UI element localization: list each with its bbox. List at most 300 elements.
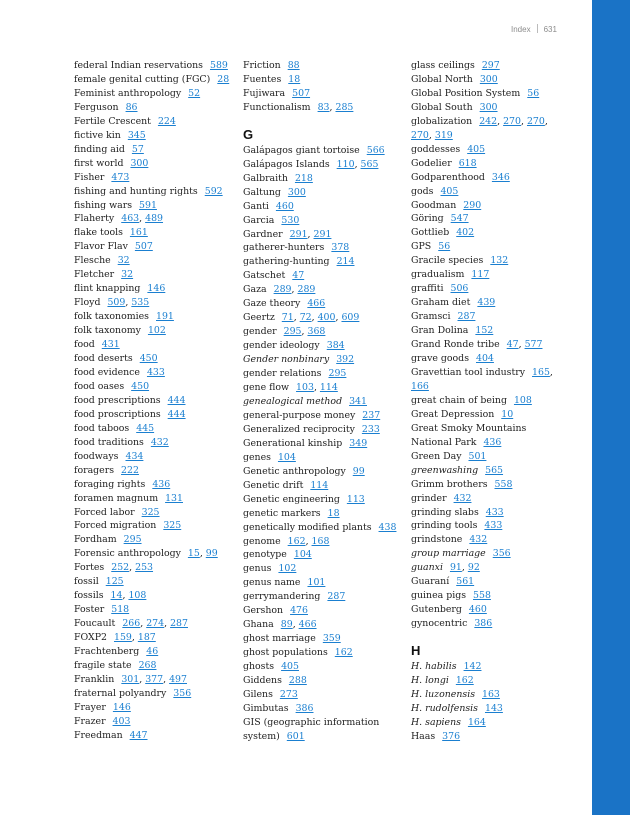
index-entry xyxy=(74,394,234,408)
page-references xyxy=(142,507,160,518)
page-link[interactable]: 518 xyxy=(111,604,130,616)
page-link[interactable]: 146 xyxy=(147,283,166,295)
page-link[interactable]: 405 xyxy=(281,661,299,673)
index-term: Gutenberg xyxy=(411,604,462,616)
page-link[interactable]: 345 xyxy=(127,129,146,141)
index-term: H. longi xyxy=(411,675,449,687)
page-link[interactable]: 300 xyxy=(479,101,498,113)
page-references xyxy=(331,242,349,253)
page-link[interactable]: 18 xyxy=(327,507,340,519)
page-link[interactable]: 108 xyxy=(513,394,532,406)
page-link[interactable]: 384 xyxy=(326,340,345,352)
index-entry xyxy=(74,687,234,701)
index-term: fishing wars xyxy=(74,199,133,211)
index-term: flake tools xyxy=(74,227,123,239)
index-term: ghost populations xyxy=(243,647,328,659)
page-link[interactable]: 163 xyxy=(482,688,500,700)
page-link[interactable]: 402 xyxy=(456,227,475,239)
index-entry xyxy=(243,172,403,186)
page-references xyxy=(168,395,186,406)
page-link[interactable]: 460 xyxy=(468,604,487,616)
index-entry xyxy=(243,311,403,325)
page-references xyxy=(296,703,314,714)
page-link[interactable]: 436 xyxy=(483,436,502,448)
index-term: grave goods xyxy=(411,353,469,365)
index-entry xyxy=(411,268,561,282)
page-link[interactable]: 290 xyxy=(463,199,482,211)
page-link[interactable]: 295 xyxy=(283,326,302,338)
page-link[interactable]: 359 xyxy=(322,633,341,645)
page-link[interactable]: 295 xyxy=(328,368,347,380)
page-references xyxy=(131,381,149,392)
index-term: Forced labor xyxy=(74,506,135,518)
page-link[interactable]: 222 xyxy=(121,464,139,476)
page-references: 165, 166 xyxy=(411,366,553,392)
page-link[interactable]: 589 xyxy=(209,60,228,71)
page-link[interactable]: 15 xyxy=(187,548,200,560)
page-link[interactable]: 501 xyxy=(468,450,487,462)
page-link[interactable]: 444 xyxy=(167,394,186,406)
page-link[interactable]: 57 xyxy=(131,143,144,155)
page-link[interactable]: 270 xyxy=(503,115,521,127)
page-link[interactable]: 10 xyxy=(501,408,514,420)
page-link[interactable]: 287 xyxy=(170,618,188,630)
page-references xyxy=(290,605,308,616)
page-link[interactable]: 253 xyxy=(135,562,154,574)
page-link[interactable]: 433 xyxy=(146,366,165,378)
page-references xyxy=(151,437,169,448)
page-link[interactable]: 404 xyxy=(476,353,494,365)
page-link[interactable]: 274 xyxy=(146,618,165,630)
page-references xyxy=(124,534,142,545)
index-term: gynocentric xyxy=(411,618,468,630)
page-link[interactable]: 565 xyxy=(485,464,504,476)
page-link[interactable]: 166 xyxy=(411,380,429,392)
page-link[interactable]: 47 xyxy=(292,270,305,282)
index-entry xyxy=(74,533,234,547)
page-link[interactable]: 341 xyxy=(349,395,367,407)
page-link[interactable]: 566 xyxy=(366,144,385,156)
page-link[interactable]: 108 xyxy=(128,590,147,602)
index-entry xyxy=(243,632,403,646)
page-references xyxy=(469,604,487,615)
page-link[interactable]: 288 xyxy=(288,675,307,687)
index-entry xyxy=(411,324,561,338)
index-entry xyxy=(243,688,403,702)
page-link[interactable]: 609 xyxy=(341,312,360,324)
page-link[interactable]: 218 xyxy=(294,172,313,184)
page-link[interactable]: 565 xyxy=(360,158,379,170)
index-entry xyxy=(243,59,403,73)
page-references xyxy=(188,88,200,99)
index-entry xyxy=(74,492,234,506)
index-entry xyxy=(411,603,561,617)
page-link[interactable]: 110 xyxy=(336,158,355,170)
page-link[interactable]: 14 xyxy=(110,590,123,602)
index-entry xyxy=(74,115,234,129)
index-entry xyxy=(74,506,234,520)
page-link[interactable]: 287 xyxy=(327,591,346,603)
page-link[interactable]: 191 xyxy=(156,311,174,323)
page-link[interactable]: 47 xyxy=(506,339,519,351)
page-link[interactable]: 489 xyxy=(145,213,164,225)
index-term: H. rudolfensis xyxy=(411,702,478,714)
page-link[interactable]: 319 xyxy=(434,129,453,141)
page-link[interactable]: 125 xyxy=(105,576,124,588)
index-entry xyxy=(243,521,403,535)
index-term: Great Smoky Mountains National Park xyxy=(411,422,527,448)
page-link[interactable]: 270 xyxy=(411,129,429,141)
page-link[interactable]: 162 xyxy=(455,675,474,687)
index-term: Gran Dolina xyxy=(411,325,469,337)
index-entry xyxy=(243,465,403,479)
page-references xyxy=(289,675,307,686)
index-term: Geertz xyxy=(243,312,275,324)
page-link[interactable]: 142 xyxy=(463,661,482,673)
index-entry xyxy=(411,143,561,157)
page-link[interactable]: 301 xyxy=(121,673,140,685)
index-entry xyxy=(243,451,403,465)
page-link[interactable]: 325 xyxy=(141,506,160,518)
page-link[interactable]: 386 xyxy=(474,618,493,630)
page-references xyxy=(126,102,138,113)
page-link[interactable]: 444 xyxy=(167,408,186,420)
page-link[interactable]: 434 xyxy=(125,450,144,462)
index-entry xyxy=(411,547,561,561)
page-references xyxy=(327,340,345,351)
index-term: Forced migration xyxy=(74,520,157,532)
page-link[interactable]: 530 xyxy=(281,214,300,226)
page-link[interactable]: 104 xyxy=(293,549,312,561)
page-link[interactable]: 466 xyxy=(307,298,326,310)
page-link[interactable]: 291 xyxy=(313,228,332,240)
index-entry xyxy=(74,464,234,478)
page-link[interactable]: 450 xyxy=(139,353,158,365)
page-link[interactable]: 432 xyxy=(453,492,472,504)
page-references: 162, 168 xyxy=(287,535,330,547)
index-term: Haas xyxy=(411,730,436,742)
page-references xyxy=(148,325,166,336)
page-link[interactable]: 577 xyxy=(524,339,543,351)
page-link[interactable]: 291 xyxy=(289,228,308,240)
page-link[interactable]: 91 xyxy=(449,562,462,574)
page-link[interactable]: 300 xyxy=(479,73,498,85)
page-link[interactable]: 368 xyxy=(307,326,326,338)
index-term: gatherer-hunters xyxy=(243,242,325,254)
index-entry xyxy=(74,659,234,673)
index-entry xyxy=(411,185,561,199)
index-entry xyxy=(411,73,561,87)
index-entry xyxy=(243,101,403,115)
page-link[interactable]: 507 xyxy=(292,87,311,99)
page-link[interactable]: 558 xyxy=(473,590,491,602)
index-term: fraternal polyandry xyxy=(74,687,167,699)
page-link[interactable]: 405 xyxy=(440,185,459,197)
index-entry xyxy=(411,212,561,226)
page-link[interactable]: 558 xyxy=(494,478,513,490)
index-entry xyxy=(411,282,561,296)
index-entry xyxy=(243,269,403,283)
page-references xyxy=(495,479,513,490)
page-link[interactable]: 168 xyxy=(311,535,330,547)
page-link[interactable]: 289 xyxy=(297,284,316,296)
page-references: 295, 368 xyxy=(283,326,326,338)
page-link[interactable]: 507 xyxy=(134,241,153,253)
page-references: 91, 92 xyxy=(449,562,480,574)
index-entry xyxy=(74,296,234,310)
index-entry xyxy=(411,352,561,366)
page-link[interactable]: 386 xyxy=(295,702,314,714)
page-link[interactable]: 32 xyxy=(117,255,130,267)
page-link[interactable]: 445 xyxy=(136,422,155,434)
index-term: Fletcher xyxy=(74,269,115,281)
page-link[interactable]: 433 xyxy=(484,520,503,532)
page-link[interactable]: 52 xyxy=(188,87,201,99)
page-link[interactable]: 266 xyxy=(122,618,141,630)
page-link[interactable]: 187 xyxy=(137,632,156,644)
page-link[interactable]: 460 xyxy=(275,200,294,212)
page-references xyxy=(490,255,508,266)
page-references xyxy=(113,716,131,727)
page-link[interactable]: 450 xyxy=(131,380,150,392)
index-entry xyxy=(74,282,234,296)
page-link[interactable]: 356 xyxy=(492,548,511,560)
page-link[interactable]: 162 xyxy=(287,535,306,547)
page-references xyxy=(480,74,498,85)
page-references xyxy=(327,591,345,602)
page-link[interactable]: 83 xyxy=(317,101,330,113)
page-link[interactable]: 547 xyxy=(450,213,469,225)
page-link[interactable]: 162 xyxy=(334,647,353,659)
index-term: gerrymandering xyxy=(243,591,321,603)
page-link[interactable]: 164 xyxy=(467,716,486,728)
page-link[interactable]: 377 xyxy=(145,673,164,685)
page-link[interactable]: 71 xyxy=(281,312,294,324)
page-link[interactable]: 159 xyxy=(113,632,132,644)
page-link[interactable]: 104 xyxy=(277,451,296,463)
index-entry xyxy=(74,645,234,659)
index-term: goddesses xyxy=(411,143,461,155)
page-link[interactable]: 273 xyxy=(279,688,298,700)
index-term: Garcia xyxy=(243,214,275,226)
page-link[interactable]: 46 xyxy=(146,646,159,658)
page-references xyxy=(307,298,325,309)
page-link[interactable]: 476 xyxy=(290,605,308,617)
page-link[interactable]: 438 xyxy=(378,521,397,533)
page-link[interactable]: 447 xyxy=(129,729,148,741)
page-references xyxy=(367,145,385,156)
page-link[interactable]: 92 xyxy=(467,562,480,574)
index-entry xyxy=(411,310,561,324)
page-link[interactable]: 113 xyxy=(346,493,365,505)
page-references xyxy=(476,353,494,364)
page-references xyxy=(328,368,346,379)
index-term: genealogical method xyxy=(243,395,343,407)
page-link[interactable]: 143 xyxy=(484,702,503,714)
page-link[interactable]: 618 xyxy=(458,157,477,169)
index-term: food traditions xyxy=(74,436,144,448)
page-link[interactable]: 432 xyxy=(469,534,488,546)
page-link[interactable]: 32 xyxy=(121,269,134,281)
page-link[interactable]: 72 xyxy=(299,312,312,324)
page-link[interactable]: 356 xyxy=(173,687,192,699)
index-entry xyxy=(74,478,234,492)
page-link[interactable]: 405 xyxy=(467,143,486,155)
index-entry xyxy=(243,646,403,660)
page-link[interactable]: 165 xyxy=(532,366,550,378)
page-link[interactable]: 270 xyxy=(526,115,545,127)
index-term: gathering-hunting xyxy=(243,256,330,268)
page-link[interactable]: 103 xyxy=(296,382,314,394)
page-link[interactable]: 431 xyxy=(101,339,120,351)
page-link[interactable]: 86 xyxy=(125,101,138,113)
page-references xyxy=(140,353,158,364)
page-link[interactable]: 285 xyxy=(335,101,354,113)
index-entry xyxy=(243,381,403,395)
index-term: Fortes xyxy=(74,562,105,574)
index-entry xyxy=(243,535,403,549)
page-references xyxy=(288,74,300,85)
page-references xyxy=(485,465,503,476)
page-link[interactable]: 56 xyxy=(527,87,540,99)
page-link[interactable]: 161 xyxy=(129,227,148,239)
page-link[interactable]: 18 xyxy=(288,73,301,85)
page-references xyxy=(501,409,513,420)
index-term: food prescriptions xyxy=(74,394,161,406)
page-references xyxy=(337,256,355,267)
page-link[interactable]: 268 xyxy=(138,659,157,671)
page-link[interactable]: 300 xyxy=(130,157,149,169)
page-link[interactable]: 114 xyxy=(310,479,329,491)
page-link[interactable]: 146 xyxy=(112,701,131,713)
index-entry xyxy=(411,101,561,115)
index-entry xyxy=(74,589,234,603)
index-term: food oases xyxy=(74,380,125,392)
page-references xyxy=(130,730,148,741)
page-link[interactable]: 224 xyxy=(157,115,176,127)
page-references xyxy=(163,520,181,531)
index-term: Frachtenberg xyxy=(74,646,140,658)
page-references: 159, 187 xyxy=(113,632,156,644)
page-link[interactable]: 28 xyxy=(217,73,230,85)
page-link[interactable]: 509 xyxy=(107,297,126,309)
index-term: genotype xyxy=(243,549,287,561)
page-link[interactable]: 101 xyxy=(307,577,326,589)
page-references xyxy=(347,494,365,505)
page-link[interactable]: 497 xyxy=(169,673,187,685)
index-entry xyxy=(411,115,561,143)
index-term: glass ceilings xyxy=(411,60,475,71)
page-link[interactable]: 376 xyxy=(442,730,461,742)
index-term: genus name xyxy=(243,577,301,589)
page-link[interactable]: 237 xyxy=(362,409,381,421)
page-references: 301, 377, 497 xyxy=(121,673,187,685)
index-entry xyxy=(411,702,561,716)
page-references xyxy=(456,675,474,686)
index-entry xyxy=(243,73,403,87)
page-link[interactable]: 152 xyxy=(475,325,494,337)
page-link[interactable]: 252 xyxy=(111,562,130,574)
page-link[interactable]: 56 xyxy=(438,241,451,253)
index-entry xyxy=(243,423,403,437)
page-references: 463, 489 xyxy=(121,213,164,225)
index-entry xyxy=(411,157,561,171)
page-link[interactable]: 114 xyxy=(319,382,338,394)
chapter-side-bar xyxy=(592,0,630,815)
page-link[interactable]: 325 xyxy=(163,520,182,532)
page-link[interactable]: 117 xyxy=(471,269,490,281)
index-entry xyxy=(411,478,561,492)
page-link[interactable]: 295 xyxy=(123,534,142,546)
page-link[interactable]: 88 xyxy=(287,60,300,71)
page-link[interactable]: 592 xyxy=(204,185,223,197)
index-entry xyxy=(74,617,234,631)
page-link[interactable]: 289 xyxy=(273,284,292,296)
index-entry xyxy=(411,617,561,631)
page-link[interactable]: 349 xyxy=(349,437,368,449)
page-references xyxy=(130,227,148,238)
page-references xyxy=(130,158,148,169)
index-term: ghost marriage xyxy=(243,633,316,645)
page-link[interactable]: 242 xyxy=(479,115,498,127)
page-link[interactable]: 346 xyxy=(491,171,510,183)
page-link[interactable]: 561 xyxy=(456,576,475,588)
index-term: Göring xyxy=(411,213,444,225)
page-link[interactable]: 466 xyxy=(298,619,317,631)
page-link[interactable]: 436 xyxy=(152,478,171,490)
index-term: Galápagos Islands xyxy=(243,158,330,170)
page-link[interactable]: 102 xyxy=(147,325,166,337)
page-link[interactable]: 297 xyxy=(481,60,500,71)
page-link[interactable]: 287 xyxy=(457,311,476,323)
index-entry xyxy=(243,660,403,674)
index-term: gender ideology xyxy=(243,340,320,352)
page-link[interactable]: 214 xyxy=(336,256,355,268)
page-link[interactable]: 132 xyxy=(490,255,509,267)
index-entry xyxy=(411,87,561,101)
page-link[interactable]: 102 xyxy=(278,563,297,575)
page-link[interactable]: 131 xyxy=(165,492,183,504)
page-references xyxy=(125,451,143,462)
page-link[interactable]: 89 xyxy=(280,619,293,631)
page-link[interactable]: 591 xyxy=(139,199,157,211)
index-column-2 xyxy=(243,59,403,744)
page-references: 110, 565 xyxy=(336,158,379,170)
page-references xyxy=(295,173,313,184)
page-references xyxy=(288,60,300,71)
page-references xyxy=(139,200,157,211)
page-link[interactable]: 506 xyxy=(450,283,469,295)
index-term: fragile state xyxy=(74,659,132,671)
index-term: Giddens xyxy=(243,675,282,687)
page-link[interactable]: 601 xyxy=(286,730,305,742)
page-link[interactable]: 392 xyxy=(336,354,355,366)
page-link[interactable]: 535 xyxy=(131,297,150,309)
page-link[interactable]: 400 xyxy=(317,312,336,324)
page-link[interactable]: 473 xyxy=(111,171,130,183)
page-link[interactable]: 99 xyxy=(352,465,365,477)
page-link[interactable]: 432 xyxy=(150,436,169,448)
page-link[interactable]: 378 xyxy=(331,242,350,254)
page-link[interactable]: 99 xyxy=(205,548,218,560)
page-references xyxy=(102,339,120,350)
page-link[interactable]: 439 xyxy=(477,297,496,309)
page-link[interactable]: 463 xyxy=(121,213,140,225)
page-link[interactable]: 300 xyxy=(287,186,306,198)
page-link[interactable]: 433 xyxy=(485,506,504,518)
page-link[interactable]: 233 xyxy=(361,423,380,435)
page-link[interactable]: 403 xyxy=(112,715,131,727)
